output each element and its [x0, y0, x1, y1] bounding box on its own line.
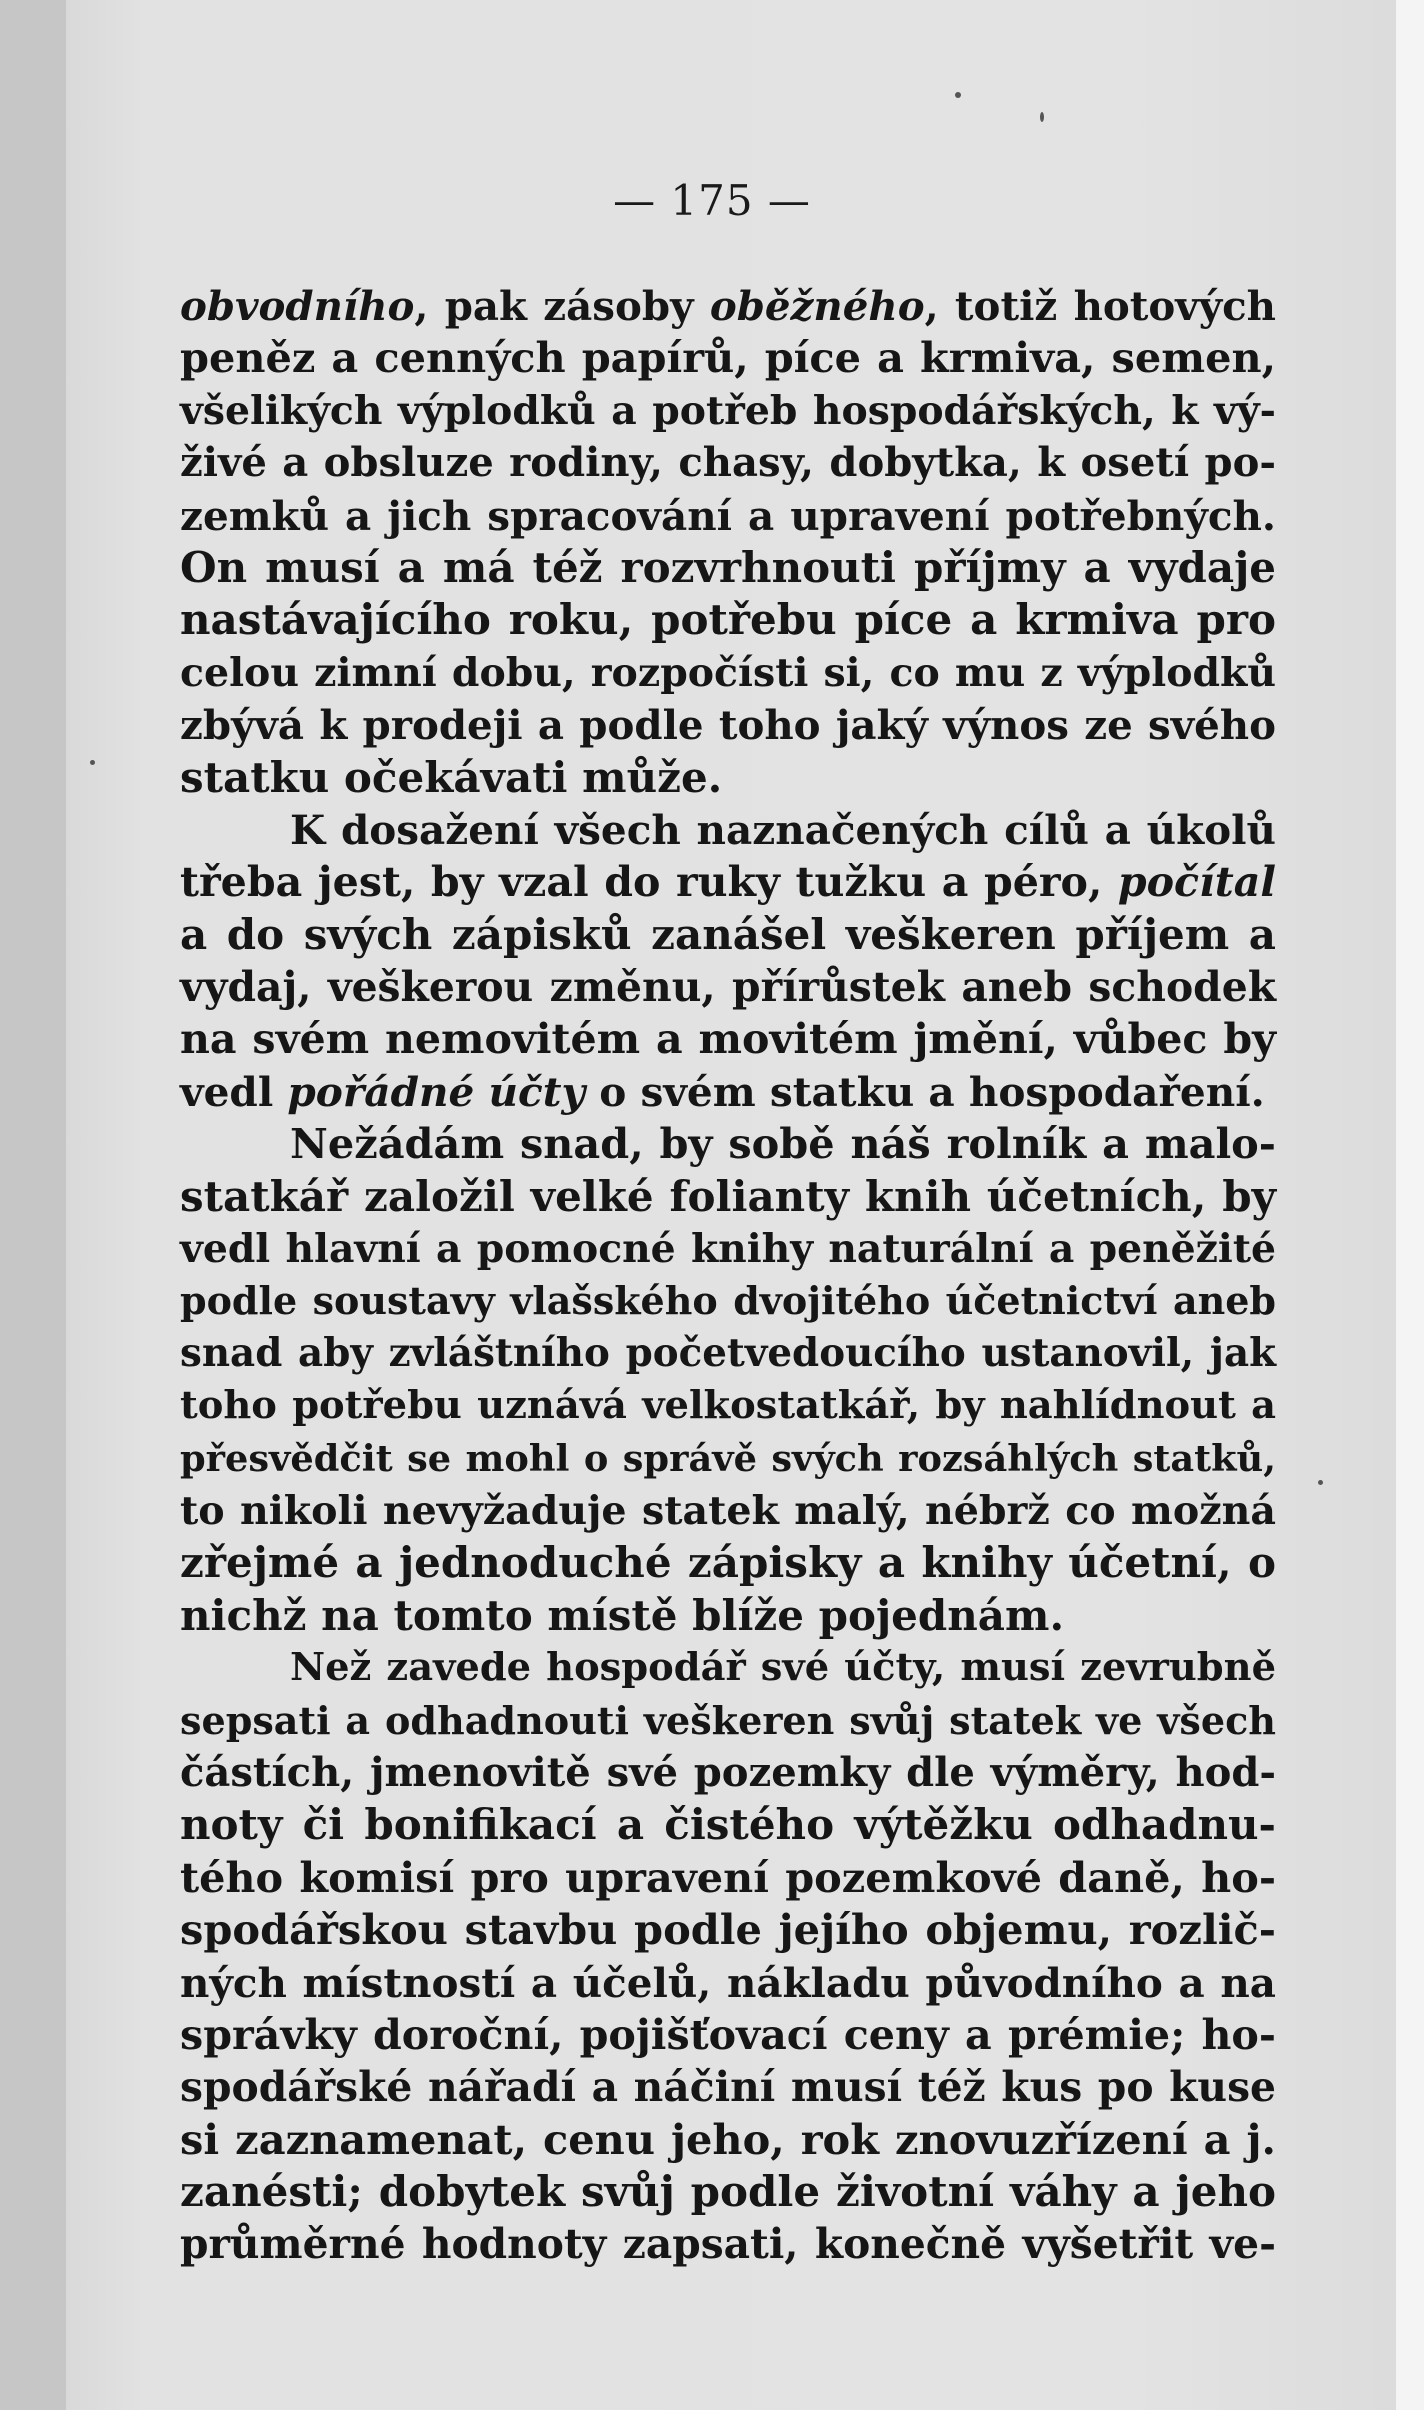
text-line: toho potřebu uznává velkostatkář, by nahlídnout a	[180, 1383, 1276, 1429]
page-margin-right	[1396, 0, 1424, 2410]
text-line: ných místností a účelů, nákladu původního a na	[180, 1958, 1276, 2007]
text-line	[180, 1066, 1276, 1118]
text-line: zřejmé a jednoduché zápisky a knihy účetní, o	[180, 1538, 1276, 1588]
text-line: celou zimní dobu, rozpočísti si, co mu z výplodků	[180, 649, 1276, 696]
page-number: — 175 —	[613, 176, 811, 225]
italic-term: obvodního	[180, 282, 415, 330]
text-run: , pak zásoby	[414, 282, 710, 330]
text-run: , totiž hotových	[924, 282, 1276, 330]
adjacent-page-edge	[0, 0, 66, 2410]
scan-speck	[1040, 112, 1044, 122]
text-line: vydaj, veškerou změnu, přírůstek aneb schodek	[180, 963, 1276, 1012]
text-line: noty či bonifikací a čistého výtěžku odhadnu-	[180, 1800, 1276, 1850]
document-body	[180, 280, 1276, 2271]
text-line: na svém nemovitém a movitém jmění, vůbec by	[180, 1014, 1276, 1064]
text-line	[180, 856, 1276, 908]
text-line: průměrné hodnoty zapsati, konečně vyšetřit ve-	[180, 2220, 1276, 2269]
text-line: zemků a jich spracování a upravení potřebných.	[180, 491, 1276, 540]
scan-speck	[1318, 1480, 1323, 1485]
text-run: vedl	[180, 1067, 288, 1116]
text-line: podle soustavy vlašského dvojitého účetnictví aneb	[180, 1278, 1276, 1324]
paragraph-start-line: K dosažení všech naznačených cílů a úkolů	[290, 805, 1276, 854]
text-line: vedl hlavní a pomocné knihy naturální a peněžité	[180, 1226, 1276, 1273]
text-line: částích, jmenovitě své pozemky dle výměry, hod-	[180, 1748, 1276, 1796]
paragraph-start-line: Nežádám snad, by sobě náš rolník a malo-	[290, 1119, 1276, 1169]
text-line: správky doroční, pojišťovací ceny a prémie; ho-	[180, 2009, 1276, 2059]
italic-term: pořádné účty	[287, 1067, 586, 1116]
text-line: nastávajícího roku, potřebu píce a krmiva pro	[180, 595, 1276, 645]
text-line: si zaznamenat, cenu jeho, rok znovuzřízení a j.	[180, 2114, 1276, 2164]
paragraph-start-line: Než zavede hospodář své účty, musí zevrubně	[290, 1645, 1276, 1691]
text-line: zbývá k prodeji a podle toho jaký výnos ze svého	[180, 701, 1276, 750]
text-line: On musí a má též rozvrhnouti příjmy a vydaje	[180, 542, 1276, 592]
scan-speck	[955, 92, 961, 98]
text-line: zanésti; dobytek svůj podle životní váhy a jeho	[180, 2167, 1276, 2217]
text-line: to nikoli nevyžaduje statek malý, nébrž co možná	[180, 1487, 1276, 1534]
text-line: živé a obsluze rodiny, chasy, dobytka, k osetí po-	[180, 439, 1276, 487]
text-line: všelikých výplodků a potřeb hospodářských, k vý-	[180, 387, 1276, 434]
italic-term: počítal	[1117, 857, 1276, 907]
text-line: spodářskou stavbu podle jejího objemu, rozlič-	[180, 1905, 1276, 1955]
scan-speck	[90, 760, 95, 765]
text-line: sepsati a odhadnouti veškeren svůj statek ve všech	[180, 1697, 1276, 1743]
text-line: tého komisí pro upravení pozemkové daně, ho-	[180, 1852, 1276, 1902]
text-line: statkář založil velké folianty knih účetních, by	[180, 1171, 1276, 1221]
text-line: statku očekávati může.	[180, 752, 723, 802]
text-line	[180, 280, 1276, 332]
text-line: a do svých zápisků zanášel veškeren příjem a	[180, 909, 1276, 959]
text-line: přesvědčit se mohl o správě svých rozsáhlých statků,	[180, 1436, 1276, 1480]
italic-term: oběžného	[709, 282, 925, 330]
text-run: o svém statku a hospodaření.	[585, 1067, 1265, 1116]
text-run: třeba jest, by vzal do ruky tužku a péro,	[180, 857, 1118, 907]
text-line: snad aby zvláštního početvedoucího ustanovil, jak	[180, 1330, 1276, 1376]
text-line: nichž na tomto místě blíže pojednám.	[180, 1590, 1065, 1640]
text-line: peněz a cenných papírů, píce a krmiva, semen,	[180, 333, 1276, 383]
text-line: spodářské nářadí a náčiní musí též kus po kuse	[180, 2063, 1276, 2112]
